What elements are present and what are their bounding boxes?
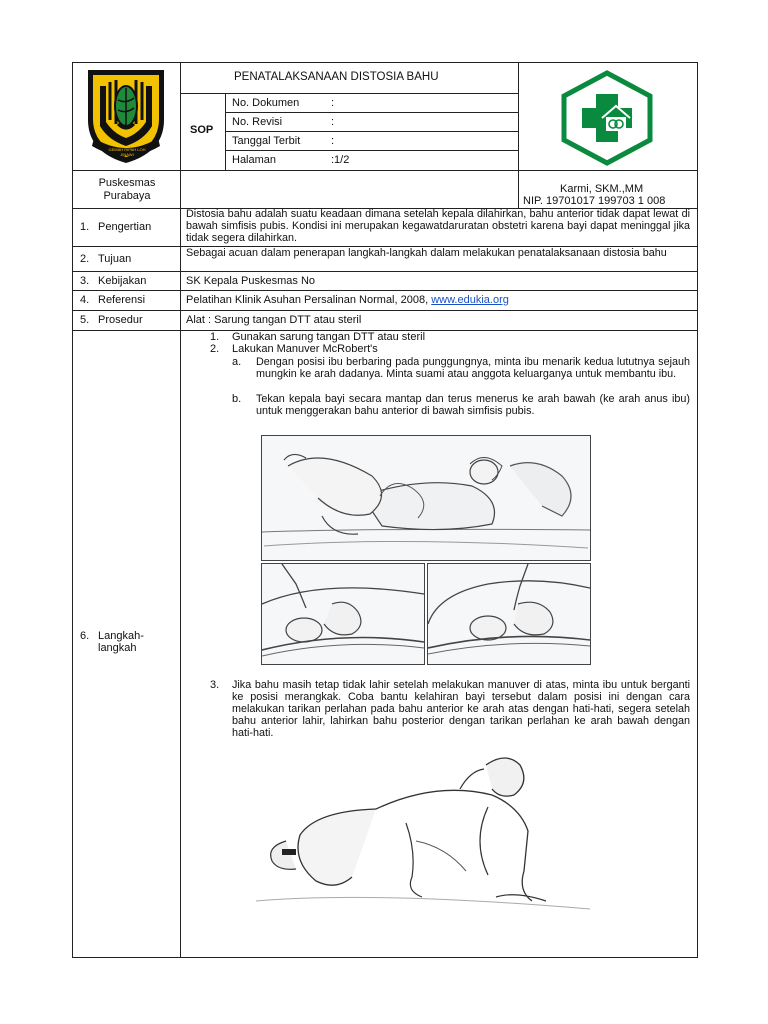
doc-field-value: : (331, 116, 335, 128)
substep-letter: a. (232, 356, 242, 368)
row-number: 6. (80, 630, 90, 642)
substep-text: Dengan posisi ibu berbaring pada punggungnya, minta ibu menarik kedua lututnya sejauh mungkin ke arah dadanya. Minta suami atau anggota keluarganya untuk membantu ibu. (256, 356, 690, 380)
regional-logo (78, 66, 174, 166)
step-text: Lakukan Manuver McRobert's (232, 343, 378, 355)
substep-text: Tekan kepala bayi secara mantap dan terus menerus ke arah bawah (ke arah anus ibu) untuk menggerakan bahu anterior di bawah simfisis pubis. (256, 393, 690, 417)
step-text: Gunakan sarung tangan DTT atau steril (232, 331, 426, 343)
step-text: Jika bahu masih tetap tidak lahir setelah melakukan manuver di atas, minta ibu untuk berganti ke posisi merangkak. Coba bantu kelahiran bayi tersebut dalam posisi ini dengan cara melakukan tarikan perlahan pada bahu anterior ke arah atas dengan hati-hati, segera setelah bahu anterior lahir, lahirkan bahu posterior dengan tarikan perlahan ke arah bawah dengan hati-hati. (232, 679, 690, 739)
doc-field-label: Halaman (232, 154, 277, 166)
doc-field-label: Tanggal Terbit (232, 135, 301, 147)
row-label-tujuan: Tujuan (98, 253, 132, 265)
puskesmas-logo (558, 70, 656, 166)
row-number: 2. (80, 253, 90, 265)
doc-field-value: :1/2 (331, 154, 350, 166)
sop-label: SOP (190, 124, 214, 136)
pressure-illustration-left (261, 563, 425, 665)
hands-knees-illustration (256, 751, 590, 921)
reference-source: Pelatihan Klinik Asuhan Persalinan Normal, 2008, (186, 294, 432, 306)
doc-field-label: No. Revisi (232, 116, 283, 128)
pressure-illustration-right (427, 563, 591, 665)
doc-field-value: : (331, 97, 335, 109)
reference-link[interactable]: www.edukia.org (431, 294, 509, 306)
purpose-text: Sebagai acuan dalam penerapan langkah-langkah dalam melakukan penatalaksanaan distosia bahu (186, 247, 667, 259)
row-label-langkah-cont: langkah (98, 642, 137, 654)
row-label-prosedur: Prosedur (98, 314, 143, 326)
procedure-tools-text: Alat : Sarung tangan DTT atau steril (186, 314, 362, 326)
step-number: 2. (210, 343, 220, 355)
step-number: 1. (210, 331, 220, 343)
doc-field-label: No. Dokumen (232, 97, 300, 109)
doc-field-value: : (331, 135, 335, 147)
organization-name: Puskesmas Purabaya (98, 177, 156, 202)
definition-text: Distosia bahu adalah suatu keadaan dimana setelah kepala dilahirkan, bahu anterior tidak dapat lewat di bawah simfisis pubis. Kondisi ini merupakan kegawatdaruratan obstetri karena bayi dapat meninggal jika tidak segera dilahirkan. (186, 208, 690, 244)
row-number: 3. (80, 275, 90, 287)
row-number: 4. (80, 294, 90, 306)
mcroberts-illustration (261, 435, 591, 561)
row-label-kebijakan: Kebijakan (98, 275, 147, 287)
substep-letter: b. (232, 393, 242, 405)
step-number: 3. (210, 679, 220, 691)
signer-name: Karmi, SKM.,MM (560, 183, 644, 195)
row-label-langkah: Langkah- (98, 630, 144, 642)
logo-motto: GEMAH RIPAH LOH JINAWI (108, 147, 146, 157)
document-title: PENATALAKSANAAN DISTOSIA BAHU (234, 71, 439, 83)
row-label-pengertian: Pengertian (98, 221, 152, 233)
reference-text (186, 294, 509, 307)
row-label-referensi: Referensi (98, 294, 146, 306)
signer-nip: NIP. 19701017 199703 1 008 (523, 195, 666, 207)
row-number: 5. (80, 314, 90, 326)
row-number: 1. (80, 221, 90, 233)
policy-text: SK Kepala Puskesmas No (186, 275, 316, 287)
